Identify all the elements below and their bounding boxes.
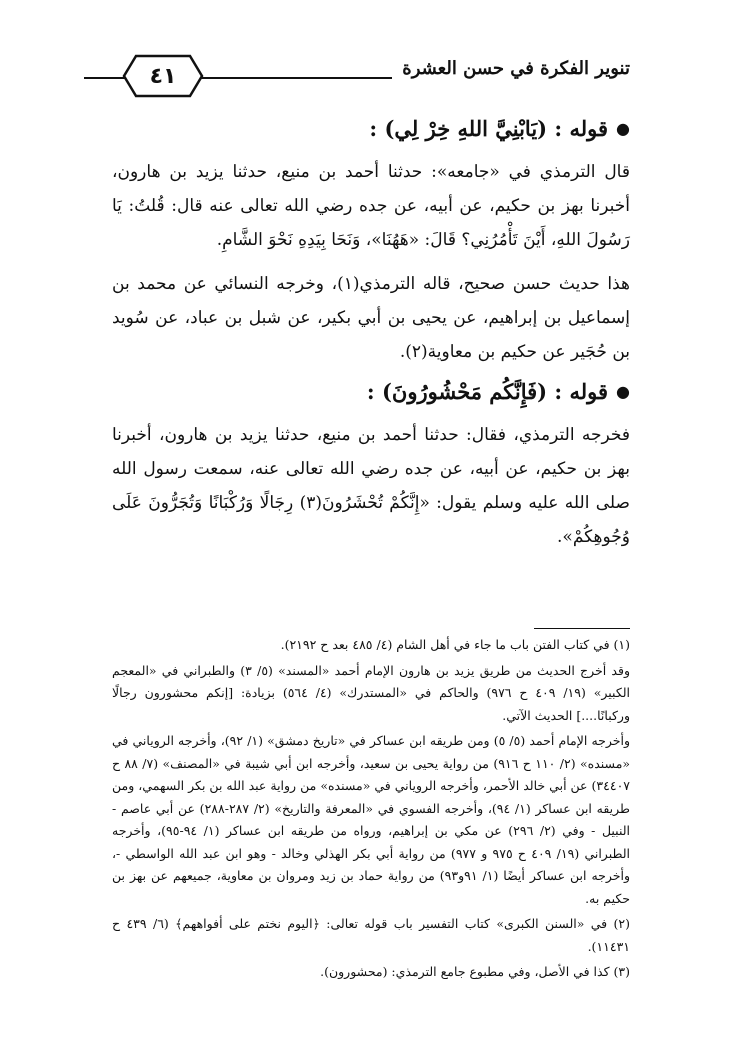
paragraph: هذا حديث حسن صحيح، قاله الترمذي(١)، وخرجه النسائي عن محمد بن إسماعيل بن إبراهيم، عن يحيى بن أبي بكير، عن شبل بن عباد، عن سُويد بن حُجَير عن حكيم بن معاوية(٢). (112, 274, 630, 362)
paragraph: فخرجه الترمذي، فقال: حدثنا أحمد بن منيع، حدثنا يزيد بن هارون، أخبرنا بهز بن حكيم، عن أبيه، عن جده رضي الله تعالى عنه، سمعت رسول الله صلى الله عليه وسلم يقول: «إِنَّكُمْ تُحْشَرُونَ(٣) رِجَالًا وَرُكْبَانًا وَتُجَرُّونَ عَلَى وُجُوهِكُمْ». (112, 425, 630, 547)
footnote: (١) في كتاب الفتن باب ما جاء في أهل الشام (٤/ ٤٨٥ بعد ح ٢١٩٢). (280, 637, 630, 652)
section-heading (112, 116, 630, 141)
section-heading-text: قوله : (يَابْنِيَّ اللهِ خِرْ لِي) : (369, 116, 609, 141)
footnote: (٢) في «السنن الكبرى» كتاب التفسير باب قوله تعالى: ﴿اليوم نختم على أفواههم﴾ (٦/ ٤٣٩ ح ١١٤٣١). (112, 916, 631, 954)
page-number: ٤١ (149, 63, 177, 89)
section-heading (112, 379, 630, 404)
footnote: وقد أخرج الحديث من طريق يزيد بن هارون الإمام أحمد «المسند» (٥/ ٣) والطبراني في «المعجم الكبير» (١٩/ ٤٠٩ ح ٩٧٦) والحاكم في «المستدرك» (٤/ ٥٦٤) بزيادة: [إنكم محشورون رجالًا وركبانًا....] الحديث الآتي. (112, 662, 630, 723)
section-heading-text: قوله : (فَإِنَّكُم مَحْشُورُونَ) : (366, 379, 609, 404)
footnote: (٣) كذا في الأصل، وفي مطبوع جامع الترمذي: (محشورون). (320, 964, 630, 979)
footnotes (112, 634, 630, 987)
footnote-separator (534, 628, 630, 629)
bullet-icon: ● (616, 119, 630, 138)
main-text (112, 108, 630, 564)
page-number-badge (122, 54, 204, 98)
page-header (84, 54, 630, 98)
footnote: وأخرجه الإمام أحمد (٥/ ٥) ومن طريقه ابن عساكر في «تاريخ دمشق» (١/ ٩٢)، وأخرجه الروياني في «مسنده» (٢/ ١١٠ ح ٩١٦) من رواية يحيى بن سعيد، وأخرجه ابن أبي شيبة في «المصنف» (٧/ ٨٨ ح ٣٤٤٠٧) عن أبي خالد الأحمر، وأخرجه الروياني في «مسنده» من رواية عبد الله بن بكر السهمي، ومن طريقه ابن عساكر (١/ ٩٤)، وأخرجه الفسوي في «المعرفة والتاريخ» (٢/ ٢٨٧-٢٨٨) عن أبي عاصم - النبيل - وفي (٢/ ٢٩٦) عن مكي بن إبراهيم، ورواه من طريقه ابن عساكر (١/ ٩٤-٩٥)، وأخرجه الطبراني (١٩/ ٤٠٩ ح ٩٧٥ و ٩٧٧) من رواية أبي بكر الهذلي وخالد - وهو ابن عبد الله الواسطي -، وأخرجه ابن عساكر أيضًا (١/ ٩١و٩٣) من رواية حماد بن زيد ومروان بن معاوية، جميعهم عن بهز بن حكيم به. (112, 733, 631, 906)
bullet-icon: ● (616, 382, 630, 401)
book-title: تنوير الفكرة في حسن العشرة (392, 58, 630, 79)
paragraph: قال الترمذي في «جامعه»: حدثنا أحمد بن منيع، حدثنا يزيد بن هارون، أخبرنا بهز بن حكيم، عن أبيه، عن جده رضي الله تعالى عنه قال: قُلتُ: يَا رَسُولَ اللهِ، أَيْنَ تَأْمُرُنِي؟ قَالَ: «هَهُنَا»، وَنَحَا بِيَدِهِ نَحْوَ الشَّامِ. (112, 162, 630, 250)
